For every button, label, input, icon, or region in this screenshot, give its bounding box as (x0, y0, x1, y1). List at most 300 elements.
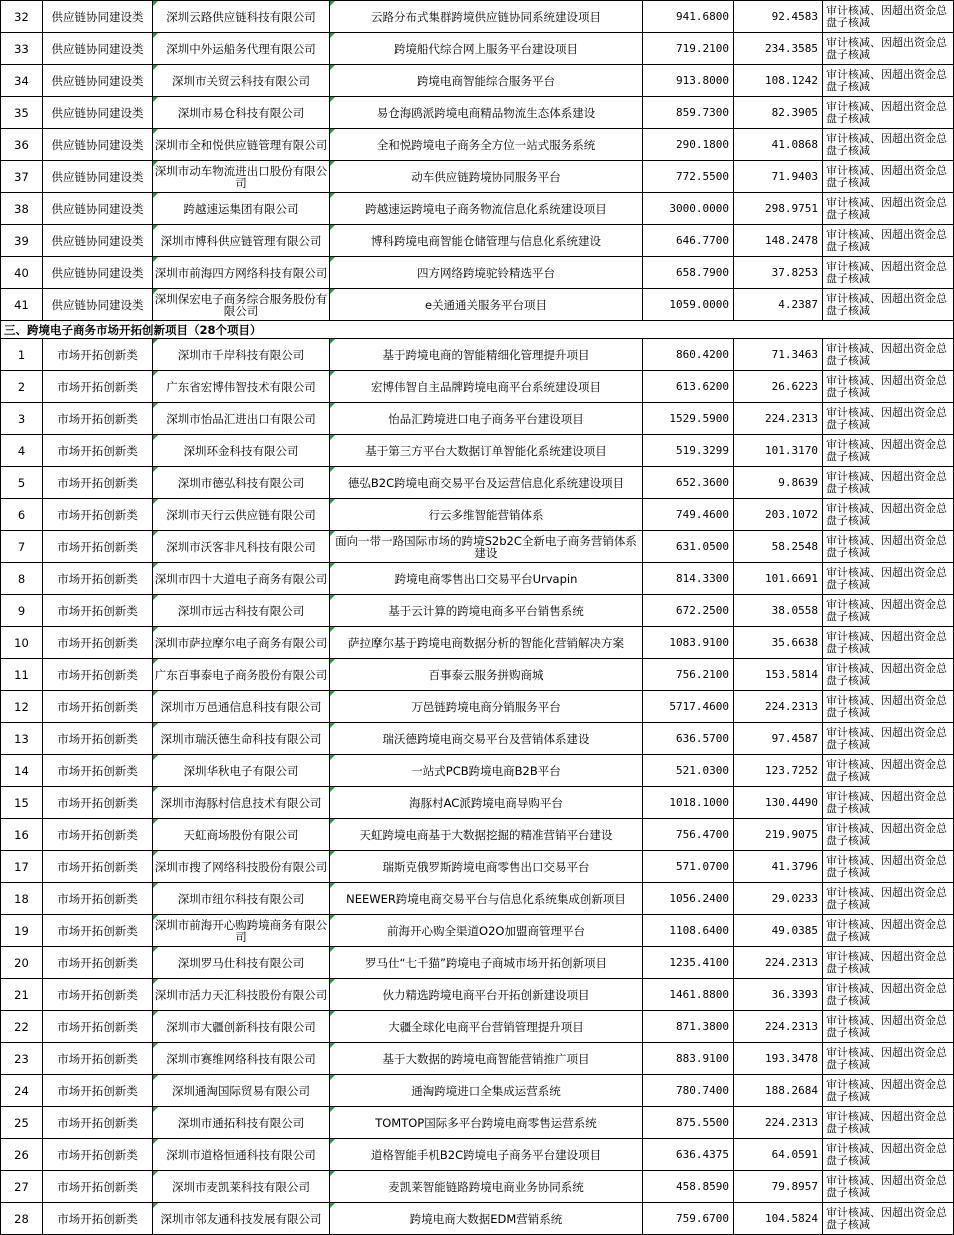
row-number-cell: 28 (1, 1203, 43, 1235)
note-cell: 审计核减、因超出资金总盘子核减 (823, 371, 954, 403)
note-cell: 审计核减、因超出资金总盘子核减 (823, 289, 954, 321)
table-row (1, 1075, 954, 1107)
amount-cell: 1461.8800 (643, 979, 734, 1011)
category-cell: 市场开拓创新类 (43, 531, 153, 563)
project-cell: 前海开心购全渠道O2O加盟商管理平台 (330, 915, 643, 947)
grant-cell: 224.2313 (734, 1011, 823, 1043)
grant-cell: 123.7252 (734, 755, 823, 787)
amount-cell: 1083.9100 (643, 627, 734, 659)
grant-cell: 71.3463 (734, 339, 823, 371)
table-row (1, 33, 954, 65)
amount-cell: 759.6700 (643, 1203, 734, 1235)
amount-cell: 719.2100 (643, 33, 734, 65)
row-number-cell: 1 (1, 339, 43, 371)
amount-cell: 875.5500 (643, 1107, 734, 1139)
company-cell: 深圳市易仓科技有限公司 (153, 97, 330, 129)
project-cell: 麦凯莱智能链路跨境电商业务协同系统 (330, 1171, 643, 1203)
table-row (1, 193, 954, 225)
category-cell: 市场开拓创新类 (43, 755, 153, 787)
grant-cell: 193.3478 (734, 1043, 823, 1075)
company-cell: 深圳市萨拉摩尔电子商务有限公司 (153, 627, 330, 659)
grant-cell: 104.5824 (734, 1203, 823, 1235)
company-cell: 深圳市活力天汇科技股份有限公司 (153, 979, 330, 1011)
row-number-cell: 34 (1, 65, 43, 97)
row-number-cell: 26 (1, 1139, 43, 1171)
row-number-cell: 5 (1, 467, 43, 499)
category-cell: 供应链协同建设类 (43, 65, 153, 97)
project-cell: 全和悦跨境电子商务全方位一站式服务系统 (330, 129, 643, 161)
table-row (1, 659, 954, 691)
category-cell: 市场开拓创新类 (43, 627, 153, 659)
table-row (1, 1107, 954, 1139)
grant-cell: 219.9075 (734, 819, 823, 851)
row-number-cell: 8 (1, 563, 43, 595)
category-cell: 市场开拓创新类 (43, 1043, 153, 1075)
company-cell: 深圳市全和悦供应链管理有限公司 (153, 129, 330, 161)
amount-cell: 1235.4100 (643, 947, 734, 979)
project-cell: 瑞斯克俄罗斯跨境电商零售出口交易平台 (330, 851, 643, 883)
grant-cell: 35.6638 (734, 627, 823, 659)
row-number-cell: 17 (1, 851, 43, 883)
category-cell: 供应链协同建设类 (43, 257, 153, 289)
note-cell: 审计核减、因超出资金总盘子核减 (823, 1139, 954, 1171)
table-row (1, 723, 954, 755)
category-cell: 市场开拓创新类 (43, 915, 153, 947)
company-cell: 深圳市道格恒通科技有限公司 (153, 1139, 330, 1171)
company-cell: 深圳市麦凯莱科技有限公司 (153, 1171, 330, 1203)
note-cell: 审计核减、因超出资金总盘子核减 (823, 33, 954, 65)
table-row (1, 1139, 954, 1171)
project-cell: 博科跨境电商智能仓储管理与信息化系统建设 (330, 225, 643, 257)
grant-cell: 130.4490 (734, 787, 823, 819)
amount-cell: 652.3600 (643, 467, 734, 499)
category-cell: 市场开拓创新类 (43, 723, 153, 755)
grant-cell: 58.2548 (734, 531, 823, 563)
company-cell: 深圳市纽尔科技有限公司 (153, 883, 330, 915)
project-cell: 伙力精选跨境电商平台开拓创新建设项目 (330, 979, 643, 1011)
company-cell: 深圳云路供应链科技有限公司 (153, 1, 330, 33)
grant-cell: 97.4587 (734, 723, 823, 755)
category-cell: 供应链协同建设类 (43, 33, 153, 65)
company-cell: 深圳市前海开心购跨境商务有限公司 (153, 915, 330, 947)
project-cell: 四方网络跨境驼铃精选平台 (330, 257, 643, 289)
category-cell: 市场开拓创新类 (43, 499, 153, 531)
row-number-cell: 7 (1, 531, 43, 563)
table-body-supply-chain (1, 1, 954, 321)
category-cell: 供应链协同建设类 (43, 1, 153, 33)
grant-cell: 29.0233 (734, 883, 823, 915)
table-row (1, 595, 954, 627)
note-cell: 审计核减、因超出资金总盘子核减 (823, 819, 954, 851)
note-cell: 审计核减、因超出资金总盘子核减 (823, 883, 954, 915)
note-cell: 审计核减、因超出资金总盘子核减 (823, 129, 954, 161)
grant-cell: 41.0868 (734, 129, 823, 161)
grant-cell: 36.3393 (734, 979, 823, 1011)
amount-cell: 871.3800 (643, 1011, 734, 1043)
table-row (1, 467, 954, 499)
amount-cell: 756.4700 (643, 819, 734, 851)
category-cell: 市场开拓创新类 (43, 947, 153, 979)
table-row (1, 947, 954, 979)
grant-cell: 153.5814 (734, 659, 823, 691)
row-number-cell: 15 (1, 787, 43, 819)
grant-cell: 224.2313 (734, 1107, 823, 1139)
category-cell: 市场开拓创新类 (43, 819, 153, 851)
section-header-row (1, 321, 954, 339)
company-cell: 深圳市动车物流进出口股份有限公司 (153, 161, 330, 193)
category-cell: 市场开拓创新类 (43, 339, 153, 371)
table-row (1, 1, 954, 33)
table-row (1, 691, 954, 723)
table-row (1, 627, 954, 659)
grant-cell: 108.1242 (734, 65, 823, 97)
note-cell: 审计核减、因超出资金总盘子核减 (823, 979, 954, 1011)
category-cell: 市场开拓创新类 (43, 659, 153, 691)
row-number-cell: 9 (1, 595, 43, 627)
table-row (1, 851, 954, 883)
amount-cell: 631.0500 (643, 531, 734, 563)
amount-cell: 636.5700 (643, 723, 734, 755)
company-cell: 深圳市前海四方网络科技有限公司 (153, 257, 330, 289)
company-cell: 深圳市四十大道电子商务有限公司 (153, 563, 330, 595)
grant-cell: 26.6223 (734, 371, 823, 403)
note-cell: 审计核减、因超出资金总盘子核减 (823, 755, 954, 787)
company-cell: 深圳市通拓科技有限公司 (153, 1107, 330, 1139)
note-cell: 审计核减、因超出资金总盘子核减 (823, 339, 954, 371)
row-number-cell: 3 (1, 403, 43, 435)
row-number-cell: 38 (1, 193, 43, 225)
table-row (1, 257, 954, 289)
note-cell: 审计核减、因超出资金总盘子核减 (823, 915, 954, 947)
note-cell: 审计核减、因超出资金总盘子核减 (823, 257, 954, 289)
amount-cell: 519.3299 (643, 435, 734, 467)
category-cell: 市场开拓创新类 (43, 435, 153, 467)
project-cell: TOMTOP国际多平台跨境电商零售运营系统 (330, 1107, 643, 1139)
category-cell: 市场开拓创新类 (43, 691, 153, 723)
grant-cell: 224.2313 (734, 691, 823, 723)
category-cell: 市场开拓创新类 (43, 371, 153, 403)
table-row (1, 225, 954, 257)
note-cell: 审计核减、因超出资金总盘子核减 (823, 723, 954, 755)
amount-cell: 1018.1000 (643, 787, 734, 819)
category-cell: 市场开拓创新类 (43, 595, 153, 627)
note-cell: 审计核减、因超出资金总盘子核减 (823, 659, 954, 691)
amount-cell: 1108.6400 (643, 915, 734, 947)
company-cell: 深圳市博科供应链管理有限公司 (153, 225, 330, 257)
row-number-cell: 40 (1, 257, 43, 289)
row-number-cell: 20 (1, 947, 43, 979)
amount-cell: 859.7300 (643, 97, 734, 129)
project-cell: 宏博伟智自主品牌跨境电商平台系统建设项目 (330, 371, 643, 403)
category-cell: 供应链协同建设类 (43, 161, 153, 193)
amount-cell: 658.7900 (643, 257, 734, 289)
note-cell: 审计核减、因超出资金总盘子核减 (823, 563, 954, 595)
project-cell: 行云多维智能营销体系 (330, 499, 643, 531)
project-cell: 基于云计算的跨境电商多平台销售系统 (330, 595, 643, 627)
amount-cell: 883.9100 (643, 1043, 734, 1075)
table-body-market (1, 339, 954, 1235)
table-row (1, 289, 954, 321)
table-row (1, 1011, 954, 1043)
note-cell: 审计核减、因超出资金总盘子核减 (823, 499, 954, 531)
project-cell: 瑞沃德跨境电商交易平台及营销体系建设 (330, 723, 643, 755)
amount-cell: 3000.0000 (643, 193, 734, 225)
row-number-cell: 23 (1, 1043, 43, 1075)
grant-cell: 101.3170 (734, 435, 823, 467)
table-row (1, 915, 954, 947)
category-cell: 市场开拓创新类 (43, 851, 153, 883)
table-row (1, 755, 954, 787)
table-body-section (1, 321, 954, 339)
note-cell: 审计核减、因超出资金总盘子核减 (823, 947, 954, 979)
note-cell: 审计核减、因超出资金总盘子核减 (823, 225, 954, 257)
table-row (1, 1171, 954, 1203)
grant-cell: 234.3585 (734, 33, 823, 65)
amount-cell: 941.6800 (643, 1, 734, 33)
grant-cell: 49.0385 (734, 915, 823, 947)
note-cell: 审计核减、因超出资金总盘子核减 (823, 193, 954, 225)
project-cell: 动车供应链跨境协同服务平台 (330, 161, 643, 193)
category-cell: 市场开拓创新类 (43, 1203, 153, 1235)
category-cell: 供应链协同建设类 (43, 289, 153, 321)
project-cell: 基于大数据的跨境电商智能营销推广项目 (330, 1043, 643, 1075)
project-cell: 萨拉摩尔基于跨境电商数据分析的智能化营销解决方案 (330, 627, 643, 659)
company-cell: 深圳环金科技有限公司 (153, 435, 330, 467)
row-number-cell: 41 (1, 289, 43, 321)
project-cell: 德弘B2C跨境电商交易平台及运营信息化系统建设项目 (330, 467, 643, 499)
table-row (1, 371, 954, 403)
note-cell: 审计核减、因超出资金总盘子核减 (823, 161, 954, 193)
note-cell: 审计核减、因超出资金总盘子核减 (823, 787, 954, 819)
project-cell: 跨境电商大数据EDM营销系统 (330, 1203, 643, 1235)
note-cell: 审计核减、因超出资金总盘子核减 (823, 627, 954, 659)
amount-cell: 756.2100 (643, 659, 734, 691)
company-cell: 深圳市赛维网络科技有限公司 (153, 1043, 330, 1075)
company-cell: 深圳罗马仕科技有限公司 (153, 947, 330, 979)
project-cell: 道格智能手机B2C跨境电子商务平台建设项目 (330, 1139, 643, 1171)
amount-cell: 1059.0000 (643, 289, 734, 321)
table-row (1, 979, 954, 1011)
category-cell: 市场开拓创新类 (43, 1139, 153, 1171)
row-number-cell: 2 (1, 371, 43, 403)
amount-cell: 1056.2400 (643, 883, 734, 915)
amount-cell: 5717.4600 (643, 691, 734, 723)
grant-cell: 64.0591 (734, 1139, 823, 1171)
row-number-cell: 4 (1, 435, 43, 467)
table-row (1, 1203, 954, 1235)
table-row (1, 65, 954, 97)
row-number-cell: 6 (1, 499, 43, 531)
company-cell: 跨越速运集团有限公司 (153, 193, 330, 225)
company-cell: 深圳市怡品汇进出口有限公司 (153, 403, 330, 435)
amount-cell: 613.6200 (643, 371, 734, 403)
company-cell: 深圳市瑞沃德生命科技有限公司 (153, 723, 330, 755)
project-cell: 海豚村AC派跨境电商导购平台 (330, 787, 643, 819)
project-cell: 跨境船代综合网上服务平台建设项目 (330, 33, 643, 65)
row-number-cell: 10 (1, 627, 43, 659)
amount-cell: 636.4375 (643, 1139, 734, 1171)
grant-cell: 38.0558 (734, 595, 823, 627)
table-row (1, 1043, 954, 1075)
category-cell: 市场开拓创新类 (43, 979, 153, 1011)
amount-cell: 814.3300 (643, 563, 734, 595)
company-cell: 深圳市万邑通信息科技有限公司 (153, 691, 330, 723)
table-row (1, 161, 954, 193)
amount-cell: 780.7400 (643, 1075, 734, 1107)
category-cell: 市场开拓创新类 (43, 883, 153, 915)
project-cell: 跨境电商智能综合服务平台 (330, 65, 643, 97)
category-cell: 供应链协同建设类 (43, 97, 153, 129)
company-cell: 深圳市远古科技有限公司 (153, 595, 330, 627)
note-cell: 审计核减、因超出资金总盘子核减 (823, 1203, 954, 1235)
table-row (1, 883, 954, 915)
note-cell: 审计核减、因超出资金总盘子核减 (823, 1, 954, 33)
row-number-cell: 35 (1, 97, 43, 129)
project-cell: 一站式PCB跨境电商B2B平台 (330, 755, 643, 787)
grant-cell: 148.2478 (734, 225, 823, 257)
project-cell: 基于第三方平台大数据订单智能化系统建设项目 (330, 435, 643, 467)
project-cell: 跨境电商零售出口交易平台Urvapin (330, 563, 643, 595)
category-cell: 市场开拓创新类 (43, 467, 153, 499)
note-cell: 审计核减、因超出资金总盘子核减 (823, 531, 954, 563)
category-cell: 供应链协同建设类 (43, 193, 153, 225)
grant-cell: 71.9403 (734, 161, 823, 193)
project-cell: 罗马仕“七千猫”跨境电子商城市场开拓创新项目 (330, 947, 643, 979)
company-cell: 深圳通淘国际贸易有限公司 (153, 1075, 330, 1107)
row-number-cell: 33 (1, 33, 43, 65)
amount-cell: 749.4600 (643, 499, 734, 531)
row-number-cell: 19 (1, 915, 43, 947)
grant-cell: 298.9751 (734, 193, 823, 225)
category-cell: 供应链协同建设类 (43, 225, 153, 257)
company-cell: 深圳市沃客非凡科技有限公司 (153, 531, 330, 563)
project-cell: 大疆全球化电商平台营销管理提升项目 (330, 1011, 643, 1043)
category-cell: 市场开拓创新类 (43, 1011, 153, 1043)
grant-cell: 41.3796 (734, 851, 823, 883)
row-number-cell: 22 (1, 1011, 43, 1043)
company-cell: 深圳中外运船务代理有限公司 (153, 33, 330, 65)
category-cell: 供应链协同建设类 (43, 129, 153, 161)
table-row (1, 97, 954, 129)
note-cell: 审计核减、因超出资金总盘子核减 (823, 595, 954, 627)
amount-cell: 521.0300 (643, 755, 734, 787)
project-cell: 易仓海鸥派跨境电商精品物流生态体系建设 (330, 97, 643, 129)
company-cell: 深圳市大疆创新科技有限公司 (153, 1011, 330, 1043)
table-row (1, 819, 954, 851)
row-number-cell: 18 (1, 883, 43, 915)
grant-cell: 37.8253 (734, 257, 823, 289)
company-cell: 广东百事泰电子商务股份有限公司 (153, 659, 330, 691)
grant-cell: 188.2684 (734, 1075, 823, 1107)
company-cell: 深圳市天行云供应链有限公司 (153, 499, 330, 531)
note-cell: 审计核减、因超出资金总盘子核减 (823, 467, 954, 499)
grant-cell: 224.2313 (734, 403, 823, 435)
table-row (1, 531, 954, 563)
row-number-cell: 14 (1, 755, 43, 787)
row-number-cell: 24 (1, 1075, 43, 1107)
table-row (1, 129, 954, 161)
project-cell: e关通通关服务平台项目 (330, 289, 643, 321)
project-cell: 怡品汇跨境进口电子商务平台建设项目 (330, 403, 643, 435)
project-cell: 天虹跨境电商基于大数据挖掘的精准营销平台建设 (330, 819, 643, 851)
company-cell: 广东省宏博伟智技术有限公司 (153, 371, 330, 403)
amount-cell: 672.2500 (643, 595, 734, 627)
project-cell: 面向一带一路国际市场的跨境S2b2C全新电子商务营销体系建设 (330, 531, 643, 563)
project-cell: NEEWER跨境电商交易平台与信息化系统集成创新项目 (330, 883, 643, 915)
section-header: 三、跨境电子商务市场开拓创新项目（28个项目） (1, 321, 954, 339)
table-row (1, 787, 954, 819)
row-number-cell: 16 (1, 819, 43, 851)
amount-cell: 860.4200 (643, 339, 734, 371)
note-cell: 审计核减、因超出资金总盘子核减 (823, 1171, 954, 1203)
table-row (1, 339, 954, 371)
grant-cell: 82.3905 (734, 97, 823, 129)
category-cell: 市场开拓创新类 (43, 1171, 153, 1203)
row-number-cell: 12 (1, 691, 43, 723)
grant-cell: 92.4583 (734, 1, 823, 33)
row-number-cell: 11 (1, 659, 43, 691)
note-cell: 审计核减、因超出资金总盘子核减 (823, 1043, 954, 1075)
row-number-cell: 37 (1, 161, 43, 193)
company-cell: 深圳华秋电子有限公司 (153, 755, 330, 787)
note-cell: 审计核减、因超出资金总盘子核减 (823, 97, 954, 129)
project-cell: 百事泰云服务拼购商城 (330, 659, 643, 691)
company-cell: 深圳市邻友通科技发展有限公司 (153, 1203, 330, 1235)
grant-cell: 79.8957 (734, 1171, 823, 1203)
table-row (1, 563, 954, 595)
category-cell: 市场开拓创新类 (43, 1107, 153, 1139)
project-cell: 跨越速运跨境电子商务物流信息化系统建设项目 (330, 193, 643, 225)
note-cell: 审计核减、因超出资金总盘子核减 (823, 1075, 954, 1107)
category-cell: 市场开拓创新类 (43, 787, 153, 819)
amount-cell: 1529.5900 (643, 403, 734, 435)
category-cell: 市场开拓创新类 (43, 403, 153, 435)
table-row (1, 435, 954, 467)
company-cell: 深圳市千岸科技有限公司 (153, 339, 330, 371)
row-number-cell: 13 (1, 723, 43, 755)
amount-cell: 290.1800 (643, 129, 734, 161)
amount-cell: 646.7700 (643, 225, 734, 257)
company-cell: 深圳市搜了网络科技股份有限公司 (153, 851, 330, 883)
note-cell: 审计核减、因超出资金总盘子核减 (823, 403, 954, 435)
grant-cell: 203.1072 (734, 499, 823, 531)
company-cell: 深圳市德弘科技有限公司 (153, 467, 330, 499)
row-number-cell: 21 (1, 979, 43, 1011)
table-row (1, 403, 954, 435)
row-number-cell: 32 (1, 1, 43, 33)
note-cell: 审计核减、因超出资金总盘子核减 (823, 435, 954, 467)
note-cell: 审计核减、因超出资金总盘子核减 (823, 65, 954, 97)
grant-cell: 4.2387 (734, 289, 823, 321)
category-cell: 市场开拓创新类 (43, 1075, 153, 1107)
grant-cell: 101.6691 (734, 563, 823, 595)
grant-cell: 224.2313 (734, 947, 823, 979)
note-cell: 审计核减、因超出资金总盘子核减 (823, 851, 954, 883)
project-cell: 基于跨境电商的智能精细化管理提升项目 (330, 339, 643, 371)
company-cell: 深圳市关贸云科技有限公司 (153, 65, 330, 97)
row-number-cell: 36 (1, 129, 43, 161)
company-cell: 深圳保宏电子商务综合服务股份有限公司 (153, 289, 330, 321)
category-cell: 市场开拓创新类 (43, 563, 153, 595)
note-cell: 审计核减、因超出资金总盘子核减 (823, 691, 954, 723)
row-number-cell: 25 (1, 1107, 43, 1139)
row-number-cell: 27 (1, 1171, 43, 1203)
amount-cell: 913.8000 (643, 65, 734, 97)
company-cell: 天虹商场股份有限公司 (153, 819, 330, 851)
project-cell: 万邑链跨境电商分销服务平台 (330, 691, 643, 723)
project-cell: 云路分布式集群跨境供应链协同系统建设项目 (330, 1, 643, 33)
row-number-cell: 39 (1, 225, 43, 257)
